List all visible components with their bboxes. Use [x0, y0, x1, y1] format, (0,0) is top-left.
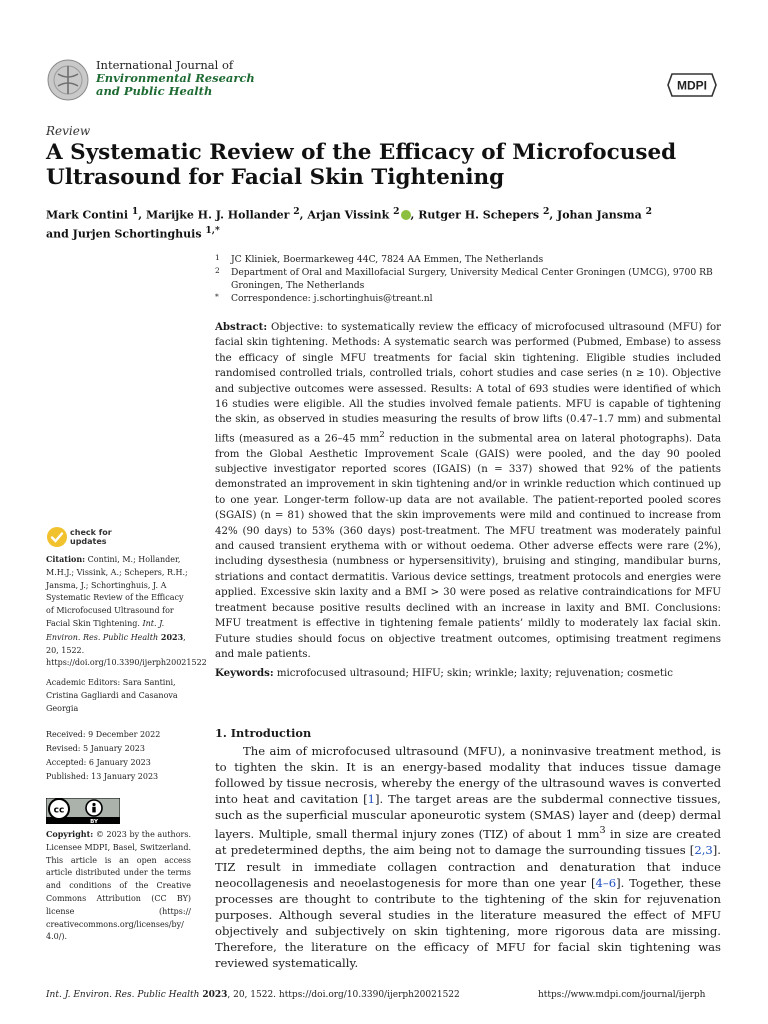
- footer-journal-url[interactable]: https://www.mdpi.com/journal/ijerph: [538, 990, 706, 1000]
- article-type: Review: [46, 124, 91, 138]
- reference-link[interactable]: 4–6: [595, 875, 617, 890]
- check-for-updates-label[interactable]: check for updates: [70, 528, 112, 546]
- correspondence: * Correspondence: j.schortinghuis@treant.nl: [215, 292, 433, 304]
- author-name: Marijke H. J. Hollander: [145, 208, 290, 222]
- author-name: Jurjen Schortinghuis: [72, 227, 202, 241]
- author-name: Mark Contini: [46, 208, 129, 222]
- author-affiliation-mark: 2: [293, 206, 300, 217]
- abstract-label: Abstract:: [215, 321, 268, 333]
- copyright-notice: Copyright: © 2023 by the authors. Licensee MDPI, Basel, Switzerland. This article is an open access article distributed under the terms and conditions of the Creative Commons Attribution (CC BY) license (https:// creativecommons.org/licenses/by/ 4.0/).: [46, 829, 191, 942]
- author-affiliation-mark: 2: [645, 206, 652, 217]
- author-affiliation-mark: 1,*: [205, 225, 220, 237]
- reference-link[interactable]: 1: [367, 792, 376, 807]
- svg-text:BY: BY: [90, 819, 98, 824]
- mdpi-logo-icon: [666, 72, 718, 98]
- journal-name-line2: Environmental Research: [96, 71, 255, 85]
- cc-by-license-icon[interactable]: [46, 798, 120, 824]
- footer-citation: Int. J. Environ. Res. Public Health 2023, 20, 1522. https://doi.org/10.3390/ijerph20021522: [46, 990, 460, 1000]
- author-list: Mark Contini $^1$, Marijke H. J. Hollander $^2$, Arjan Vissink $^2$ , Rutger H. Schepers $^2$, Johan Jansma $^2$ and Jurjen Schortinghuis $^{1,*}$: [46, 206, 652, 241]
- mdpi-logo-text: MDPI: [677, 78, 707, 93]
- journal-name: [96, 59, 255, 98]
- accepted-date: Accepted: 6 January 2023: [46, 758, 151, 767]
- revised-date: Revised: 5 January 2023: [46, 744, 145, 753]
- received-date: Received: 9 December 2022: [46, 730, 161, 739]
- abstract: Abstract: Objective: to systematically review the efficacy of microfocused ultrasound (MFU) for facial skin tightening. Methods: A systematic search was performed (Pubmed, Embase) to assess the efficacy of single MFU treatments for facial skin tightening. Eligible studies included randomised controlled trials, controlled trials, cohort studies and case series (n ≥ 10). Objective and subjective outcomes were assessed. Results: A total of 693 studies were identified of which 16 studies were eligible. All the studies involved female patients. MFU is capable of tightening the skin, as observed in studies measuring the results of brow lifts (0.47–1.7 mm) and submental lifts (measured as a 26–45 $mm^2$ reduction in the submental area on lateral photographs). Data from the Global Aesthetic Improvement Scale (GAIS) were pooled, and the day 90 pooled subjective investigator reported scores (IGAIS) (n = 337) showed that 92% of the patients demonstrated an improvement in skin tightening and/or in wrinkle reduction which continued up to one year. Longer-term follow-up data are not available. The patient-reported pooled scores (SGAIS) (n = 81) showed that the skin improvements were mild and continued to increase from 42% (90 days) to 53% (360 days) post-treatment. The MFU treatment was moderately painful and caused transient erythema with or without oedema. Other adverse effects were rare (2%), including dysesthesia (numbness or hypersensitivity), bruising and stinging, mandibular burns, striations and contact dermatitis. Various device settings, treatment protocols and energies were applied. Excessive skin laxity and a BMI > 30 were posed as relative contraindications for MFU treatment because positive results declined with an increase in laxity and BMI. Conclusions: MFU treatment is effective in tightening female patients’ mildly to moderately lax facial skin. Future studies should focus on objective treatment outcomes, optimising treatment regimens and male patients.: [215, 321, 721, 660]
- publication-dates: [46, 728, 191, 784]
- author-affiliation-mark: 1: [131, 206, 139, 217]
- article-title: A Systematic Review of the Efficacy of Microfocused Ultrasound for Facial Skin Tightening: [46, 140, 677, 190]
- svg-text:cc: cc: [53, 805, 65, 816]
- journal-name-line3: and Public Health: [96, 84, 213, 98]
- academic-editors: Academic Editors: Sara Santini, Cristina Gagliardi and Casanova Georgia: [46, 678, 178, 713]
- author-name: Rutger H. Schepers: [418, 208, 540, 222]
- affiliation-item: 1 JC Kliniek, Boermarkeweg 44C, 7824 AA Emmen, The Netherlands: [215, 253, 544, 265]
- affiliations: [215, 253, 715, 305]
- journal-logo-icon: [46, 58, 90, 102]
- author-affiliation-mark: 2: [393, 206, 400, 217]
- affiliation-item: 2 Department of Oral and Maxillofacial Surgery, University Medical Center Groningen (UMCG), 9700 RB Groningen, The Netherlands: [215, 266, 713, 291]
- keywords-label: Keywords:: [215, 667, 274, 679]
- reference-link[interactable]: 2,3: [694, 843, 713, 858]
- introduction-paragraph: The aim of microfocused ultrasound (MFU), a noninvasive treatment method, is to tighten the skin. It is an energy-based modality that induces tissue damage followed by tissue necrosis, whereby the energy of the ultrasound waves is converted into heat and cavitation [1]. The target areas are the subdermal connective tissues, such as the superficial muscular aponeurotic system (SMAS) layer and (deep) dermal layers. Multiple, small thermal injury zones (TIZ) of about 1 $mm^3$ in size are created at predetermined depths, the aim being not to damage the surrounding tissues [2,3]. TIZ result in immediate collagen contraction and denaturation that induce neocollagenesis and neoelastogenesis for more than one year [4–6]. Together, these processes are thought to contribute to the tightening of the skin for rejuvenation purposes. Although several studies in the literature measured the effect of MFU objectively and subjectively on skin tightening, more rigorous data are missing. Therefore, the literature on the efficacy of MFU for facial skin tightening was reviewed systematically.: [215, 744, 722, 971]
- check-for-updates-icon[interactable]: [46, 526, 68, 548]
- published-date: Published: 13 January 2023: [46, 772, 159, 781]
- author-name: Arjan Vissink: [307, 208, 390, 222]
- keywords: Keywords: microfocused ultrasound; HIFU; skin; wrinkle; laxity; rejuvenation; cosmetic: [215, 667, 673, 679]
- section-heading-introduction: 1. Introduction: [215, 726, 312, 740]
- citation-block: Citation: Contini, M.; Hollander, M.H.J.; Vissink, A.; Schepers, R.H.; Jansma, J.; Schortinghuis, J. A Systematic Review of the Efficacy of Microfocused Ultrasound for Facial Skin Tightening. Int. J. Environ. Res. Public Health 2023, 20, 1522. https://doi.org/10.3390/ijerph20021522: [46, 554, 207, 668]
- journal-name-prefix: International Journal of: [96, 58, 234, 72]
- orcid-icon[interactable]: [401, 210, 411, 220]
- author-name: Johan Jansma: [556, 208, 642, 222]
- author-affiliation-mark: 2: [542, 206, 550, 217]
